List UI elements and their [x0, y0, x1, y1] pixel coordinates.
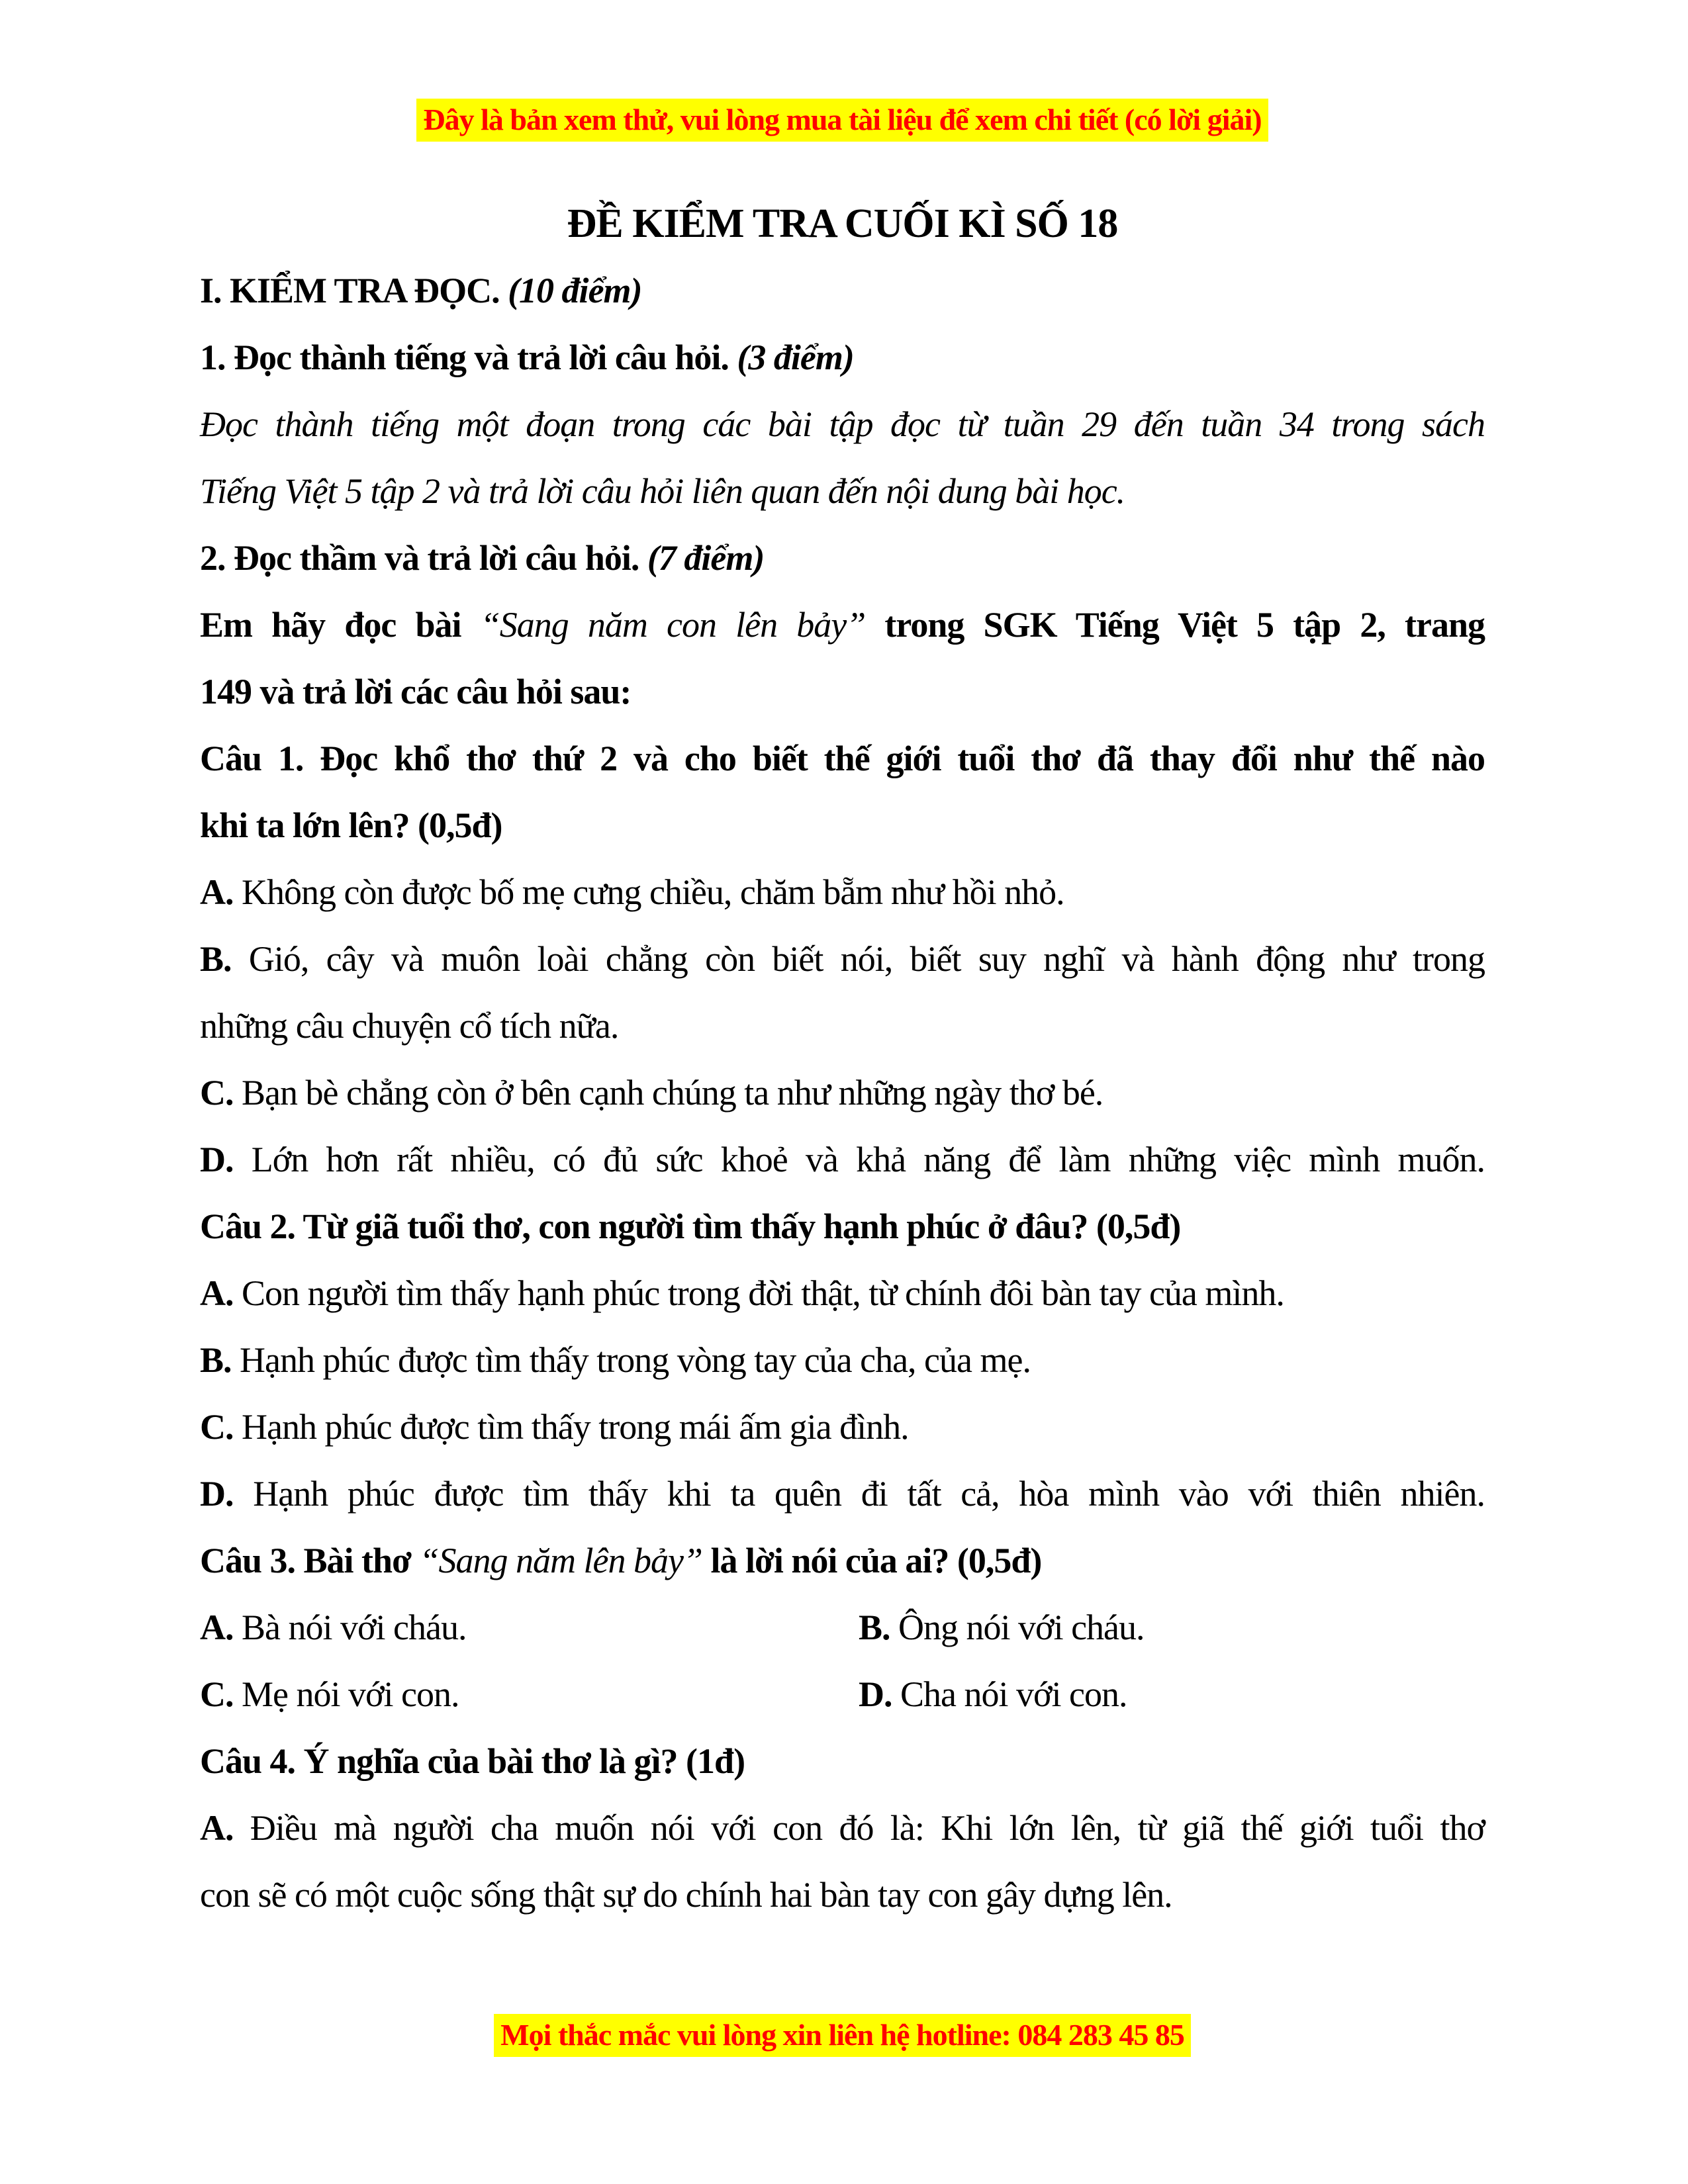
text-segment: Câu 1. Đọc khổ thơ thứ 2 và cho biết thế giới tuổi thơ đã thay đổi như thế nào [200, 739, 1485, 778]
text-segment: D. [859, 1674, 900, 1714]
document-lines [200, 191, 1485, 1929]
text-segment: B. [859, 1608, 899, 1647]
text-segment: là lời nói của ai? (0,5đ) [702, 1541, 1042, 1580]
text-segment: A. [200, 1608, 242, 1647]
text-segment: Bà nói với cháu. [242, 1608, 467, 1647]
text-segment: D. [200, 1474, 254, 1514]
text-segment: Câu 2. Từ giã tuổi thơ, con người tìm thấy hạnh phúc ở đâu? (0,5đ) [200, 1206, 1181, 1246]
text-segment: “Sang năm lên bảy” [419, 1541, 702, 1580]
question-4-heading [200, 1728, 1485, 1795]
question-3-options-row-2 [200, 1661, 1485, 1728]
text-segment: I. KIỂM TRA ĐỌC. [200, 271, 508, 310]
question-3-option-b [859, 1594, 1485, 1661]
text-segment: Câu 4. Ý nghĩa của bài thơ là gì? (1đ) [200, 1741, 745, 1781]
hotline-banner [200, 2011, 1485, 2059]
text-segment: 2. Đọc thầm và trả lời câu hỏi. [200, 538, 647, 578]
text-segment: Em hãy đọc bài [200, 605, 481, 645]
text-segment: trong SGK Tiếng Việt 5 tập 2, trang [865, 605, 1485, 645]
question-1-option-c [200, 1060, 1485, 1126]
text-segment: A. [200, 1808, 250, 1848]
text-segment: khi ta lớn lên? (0,5đ) [200, 805, 502, 845]
question-1-option-d [200, 1126, 1485, 1193]
text-segment: Hạnh phúc được tìm thấy trong vòng tay của cha, của mẹ. [240, 1340, 1031, 1380]
text-segment: những câu chuyện cổ tích nữa. [200, 1006, 619, 1046]
text-segment: D. [200, 1140, 252, 1179]
text-segment: Lớn hơn rất nhiều, có đủ sức khoẻ và khả năng để làm những việc mình muốn. [251, 1140, 1485, 1179]
text-segment: ĐỀ KIỂM TRA CUỐI KÌ SỐ 18 [567, 201, 1118, 246]
question-2-option-a [200, 1260, 1485, 1327]
question-4-option-a-line-2 [200, 1862, 1485, 1929]
text-segment: C. [200, 1073, 242, 1113]
question-3-option-c [200, 1661, 859, 1728]
question-2-option-d [200, 1461, 1485, 1527]
part-1-heading [200, 324, 1485, 391]
text-segment: Câu 3. Bài thơ [200, 1541, 420, 1580]
text-segment: Gió, cây và muôn loài chẳng còn biết nói, biết suy nghĩ và hành động như trong [248, 939, 1485, 979]
text-segment: Con người tìm thấy hạnh phúc trong đời thật, từ chính đôi bàn tay của mình. [242, 1273, 1284, 1313]
text-segment: Ông nói với cháu. [898, 1608, 1145, 1647]
question-2-option-c [200, 1394, 1485, 1461]
question-1-line-2 [200, 792, 1485, 859]
text-segment: (3 điểm) [737, 338, 854, 377]
part-2-instruction-line-2 [200, 659, 1485, 725]
text-segment: con sẽ có một cuộc sống thật sự do chính hai bàn tay con gây dựng lên. [200, 1875, 1172, 1915]
text-segment: Tiếng Việt 5 tập 2 và trả lời câu hỏi liên quan đến nội dung bài học. [200, 471, 1125, 511]
text-segment: C. [200, 1407, 242, 1447]
question-1-option-b-line-2 [200, 993, 1485, 1060]
exam-title [200, 191, 1485, 257]
text-segment: B. [200, 1340, 240, 1380]
text-segment: B. [200, 939, 249, 979]
question-3-options-row-1 [200, 1594, 1485, 1661]
document-content [200, 0, 1485, 2059]
preview-notice-text: Đây là bản xem thử, vui lòng mua tài liệu để xem chi tiết (có lời giải) [416, 99, 1268, 142]
text-segment: Cha nói với con. [900, 1674, 1127, 1714]
question-1-option-b-line-1 [200, 926, 1485, 993]
question-2-option-b [200, 1327, 1485, 1394]
text-segment: “Sang năm con lên bảy” [480, 605, 866, 645]
part-2-instruction-line-1 [200, 592, 1485, 659]
text-segment: Mẹ nói với con. [242, 1674, 459, 1714]
question-4-option-a-line-1 [200, 1795, 1485, 1862]
text-segment: Đọc thành tiếng một đoạn trong các bài tập đọc từ tuần 29 đến tuần 34 trong sách [200, 404, 1485, 444]
question-1-line-1 [200, 725, 1485, 792]
part-1-instruction-line-1 [200, 391, 1485, 458]
preview-notice-banner [200, 96, 1485, 144]
text-segment: C. [200, 1674, 242, 1714]
text-segment: (10 điểm) [508, 271, 642, 310]
question-1-option-a [200, 859, 1485, 926]
question-3-option-a [200, 1594, 859, 1661]
text-segment: 1. Đọc thành tiếng và trả lời câu hỏi. [200, 338, 737, 377]
section-1-heading [200, 257, 1485, 324]
text-segment: 149 và trả lời các câu hỏi sau: [200, 672, 632, 711]
text-segment: A. [200, 872, 242, 912]
hotline-text: Mọi thắc mắc vui lòng xin liên hệ hotline: 084 283 45 85 [494, 2014, 1191, 2057]
text-segment: A. [200, 1273, 242, 1313]
part-2-heading [200, 525, 1485, 592]
question-2-heading [200, 1193, 1485, 1260]
text-segment: Bạn bè chẳng còn ở bên cạnh chúng ta như những ngày thơ bé. [242, 1073, 1103, 1113]
text-segment: Điều mà người cha muốn nói với con đó là: Khi lớn lên, từ giã thế giới tuổi thơ [250, 1808, 1485, 1848]
part-1-instruction-line-2 [200, 458, 1485, 525]
question-3-option-d [859, 1661, 1485, 1728]
question-3-heading [200, 1527, 1485, 1594]
text-segment: Không còn được bố mẹ cưng chiều, chăm bẵm như hồi nhỏ. [242, 872, 1064, 912]
text-segment: Hạnh phúc được tìm thấy khi ta quên đi tất cả, hòa mình vào với thiên nhiên. [253, 1474, 1485, 1514]
text-segment: Hạnh phúc được tìm thấy trong mái ấm gia đình. [242, 1407, 909, 1447]
text-segment: (7 điểm) [647, 538, 765, 578]
